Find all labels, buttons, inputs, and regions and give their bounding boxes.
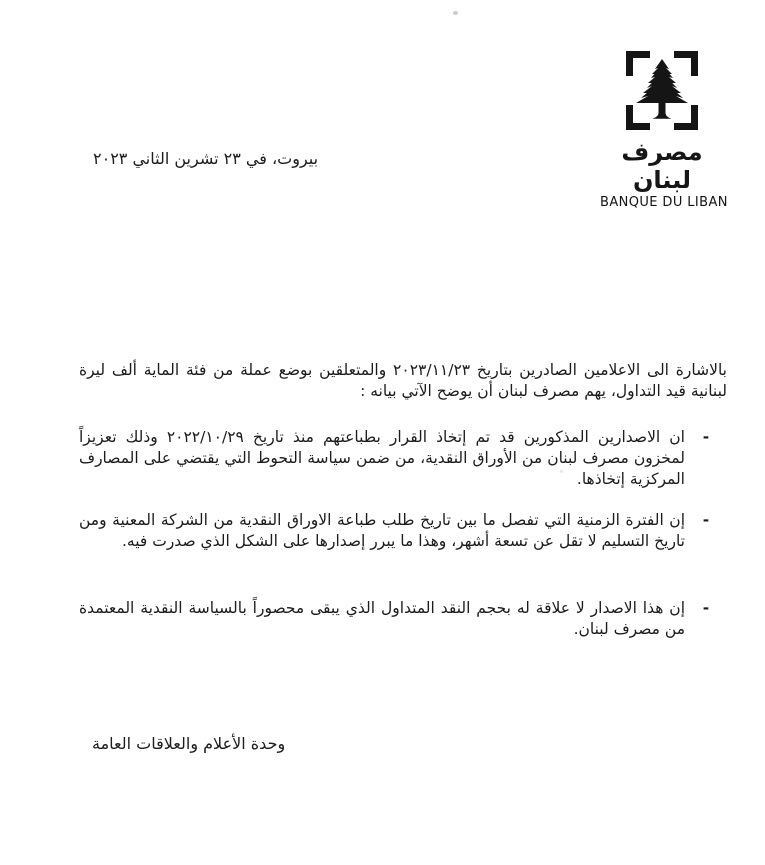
bullet-item	[79, 510, 727, 552]
letter-body	[79, 360, 727, 640]
logo-arabic-name: مصرف لبنان	[621, 138, 703, 194]
cedar-tree-icon	[636, 59, 688, 119]
cedar-tree-in-brackets-icon	[622, 50, 702, 132]
bullet-text: ان الاصدارين المذكورين قد تم إتخاذ القرار بطباعتهم منذ تاريخ ٢٠٢٢/١٠/٢٩ وذلك تعزيزاً لمخزون مصرف لبنان من الأوراق النقدية، من ضمن سياسة التحوط التي يقتضي على المصارف المركزية إتخاذها.	[79, 428, 685, 488]
bullet-dash-marker: -	[702, 511, 710, 529]
scan-speck	[453, 11, 458, 15]
bullet-item	[79, 427, 727, 490]
bullet-dash-marker: -	[702, 428, 710, 446]
bullet-item	[79, 598, 727, 640]
bullet-text: إن الفترة الزمنية التي تفصل ما بين تاريخ طلب طباعة الاوراق النقدية من الشركة المعنية ومن تاريخ التسليم لا تقل عن تسعة أشهر، وهذا ما يبرر إصدارها على الشكل الذي صدرت فيه.	[79, 511, 685, 550]
logo-latin-name: BANQUE DU LIBAN	[600, 195, 728, 210]
bank-logo	[600, 50, 728, 210]
bullet-text: إن هذا الاصدار لا علاقة له بحجم النقد المتداول الذي يبقى محصوراً بالسياسة النقدية المعتمدة من مصرف لبنان.	[79, 599, 685, 638]
footer-signature: وحدة الأعلام والعلاقات العامة	[92, 734, 286, 753]
bullet-dash-marker: -	[702, 599, 710, 617]
intro-paragraph: بالاشارة الى الاعلامين الصادرين بتاريخ ٢٠٢٣/١١/٢٣ والمتعلقين بوضع عملة من فئة الماية ألف ليرة لبنانية قيد التداول، يهم مصرف لبنان أن يوضح الآتي بيانه :	[79, 361, 727, 400]
date-line: بيروت، في ٢٣ تشرين الثاني ٢٠٢٣	[93, 149, 319, 168]
